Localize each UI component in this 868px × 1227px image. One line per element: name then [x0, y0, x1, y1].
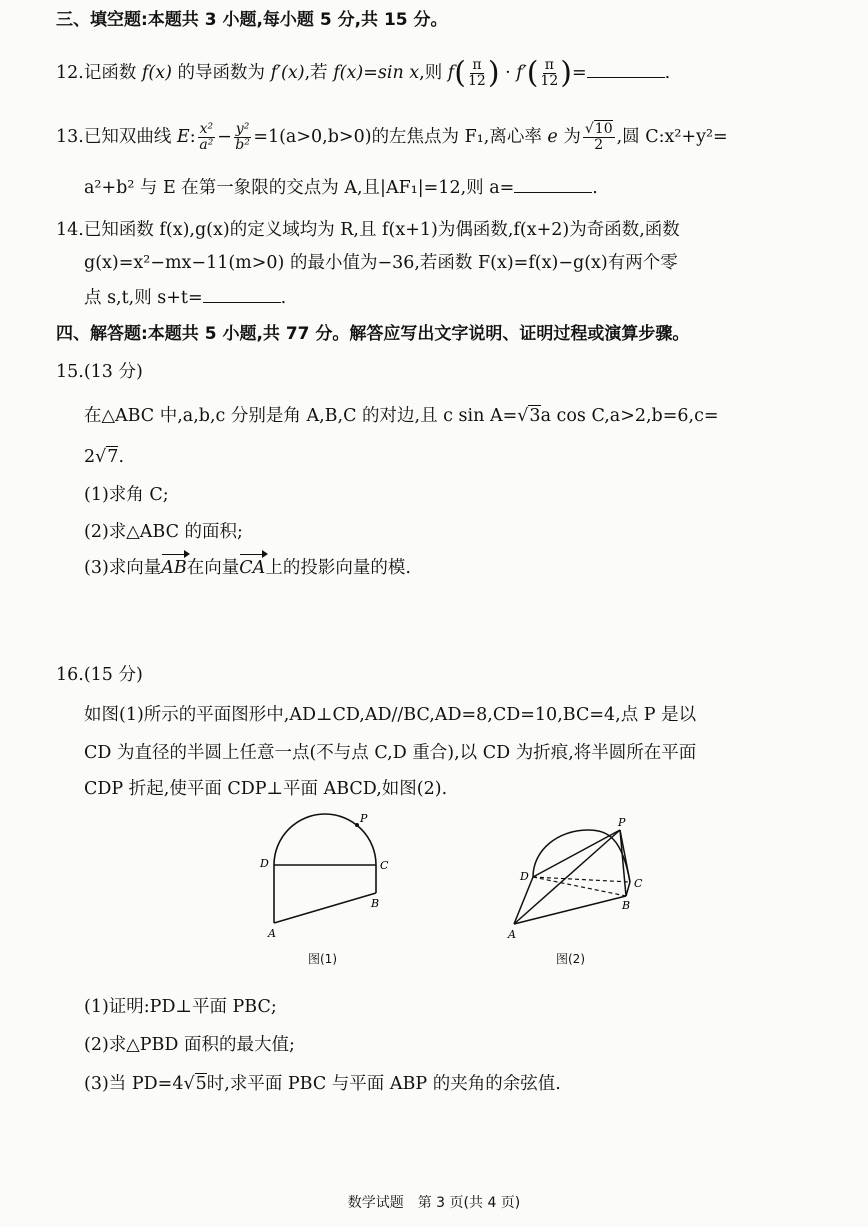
segment-cb: [626, 882, 630, 896]
question-16-number: 16.(15 分): [56, 665, 143, 685]
question-number: 13.: [56, 127, 84, 147]
question-16-line-3: CDP 折起,使平面 CDP⊥平面 ABCD,如图(2).: [84, 779, 448, 799]
question-15-number: 15.(13 分): [56, 362, 143, 382]
segment-ab: [274, 893, 376, 923]
label-a: A: [268, 927, 276, 940]
segment-db-dashed: [533, 877, 626, 896]
question-14-line-2: g(x)=x²−mx−11(m>0) 的最小值为−36,若函数 F(x)=f(x)−g(x)有两个零: [84, 253, 678, 273]
figure-1-caption: 图(1): [308, 952, 337, 966]
label-d: D: [260, 857, 269, 870]
answer-blank[interactable]: [203, 288, 281, 303]
point-p: [355, 823, 359, 827]
question-14-line-3: 点 s,t,则 s+t= .: [84, 288, 287, 308]
label-d: D: [520, 870, 529, 883]
vector-ab: AB: [161, 558, 187, 578]
answer-blank[interactable]: [587, 63, 665, 78]
question-15-line-2: 2√7.: [84, 447, 125, 467]
segment-pc: [620, 830, 630, 882]
section-heading-solutions: 四、解答题:本题共 5 小题,共 77 分。解答应写出文字说明、证明过程或演算步骤。: [56, 324, 690, 344]
question-16-part-1: (1)证明:PD⊥平面 PBC;: [84, 997, 277, 1017]
page-footer: 数学试题 第 3 页(共 4 页): [347, 1195, 521, 1211]
label-a: A: [508, 928, 516, 941]
segment-da: [514, 877, 533, 924]
figure-2-caption: 图(2): [556, 952, 585, 966]
label-c: C: [634, 877, 643, 890]
label-c: C: [380, 859, 389, 872]
question-13-line-1: 13.已知双曲线 E: $\frac{\text{x²}}{\text{a²}}$ − $\frac{\text{y²}}{\text{b²}}$ =1(a>0,b>0)的左焦点为 F₁,离心率 e 为 $\frac{√10}{2}$ ,圆 C:x²+y²=: [56, 121, 728, 153]
question-15-line-1: 在△ABC 中,a,b,c 分别是角 A,B,C 的对边,且 c sin A=√3a cos C,a>2,b=6,c=: [84, 406, 719, 426]
question-number: 14.: [56, 220, 84, 240]
question-16-line-1: 如图(1)所示的平面图形中,AD⊥CD,AD//BC,AD=8,CD=10,BC=4,点 P 是以: [84, 705, 697, 725]
figure-1-diagram: [250, 810, 400, 940]
label-p: P: [618, 816, 626, 829]
segment-pd: [533, 830, 620, 877]
label-b: B: [622, 899, 631, 912]
question-number: 12.: [56, 63, 84, 83]
fraction-x2-over-a2: $\frac{\text{x²}}{\text{a²}}$: [199, 121, 214, 153]
answer-blank[interactable]: [514, 178, 592, 193]
semicircle-arc-folded: [533, 830, 630, 882]
question-14-line-1: 14.已知函数 f(x),g(x)的定义域均为 R,且 f(x+1)为偶函数,f(x+2)为奇函数,函数: [56, 220, 680, 240]
section-heading-fill-in: 三、填空题:本题共 3 小题,每小题 5 分,共 15 分。: [56, 10, 448, 30]
question-16-part-2: (2)求△PBD 面积的最大值;: [84, 1035, 295, 1055]
figure-2-diagram: [498, 810, 658, 945]
question-13-line-2: a²+b² 与 E 在第一象限的交点为 A,且|AF₁|=12,则 a= .: [84, 178, 598, 198]
label-b: B: [371, 897, 380, 910]
question-15-part-2: (2)求△ABC 的面积;: [84, 522, 243, 542]
segment-pa: [514, 830, 620, 924]
question-15-part-3: (3)求向量AB在向量CA上的投影向量的模.: [84, 558, 411, 578]
fraction-pi-over-12: $\frac{\pi}{12}$: [468, 57, 486, 89]
fraction-y2-over-b2: $\frac{\text{y²}}{\text{b²}}$: [235, 121, 250, 153]
label-p: P: [360, 812, 368, 825]
vector-ca: CA: [239, 558, 266, 578]
fraction-pi-over-12: $\frac{\pi}{12}$: [540, 57, 559, 89]
question-16-line-2: CD 为直径的半圆上任意一点(不与点 C,D 重合),以 CD 为折痕,将半圆所在平面: [84, 743, 697, 763]
question-16-part-3: (3)当 PD=4√5时,求平面 PBC 与平面 ABP 的夹角的余弦值.: [84, 1074, 561, 1094]
question-12: 12.记函数 f(x) 的导函数为 f′(x),若 f(x)=sin x,则 f( $\frac{\pi}{12}$ ) · f′( $\frac{\pi}{12}$ )= .: [56, 55, 671, 91]
fraction-sqrt10-over-2: $\frac{√10}{2}$: [584, 121, 613, 153]
question-15-part-1: (1)求角 C;: [84, 485, 169, 505]
